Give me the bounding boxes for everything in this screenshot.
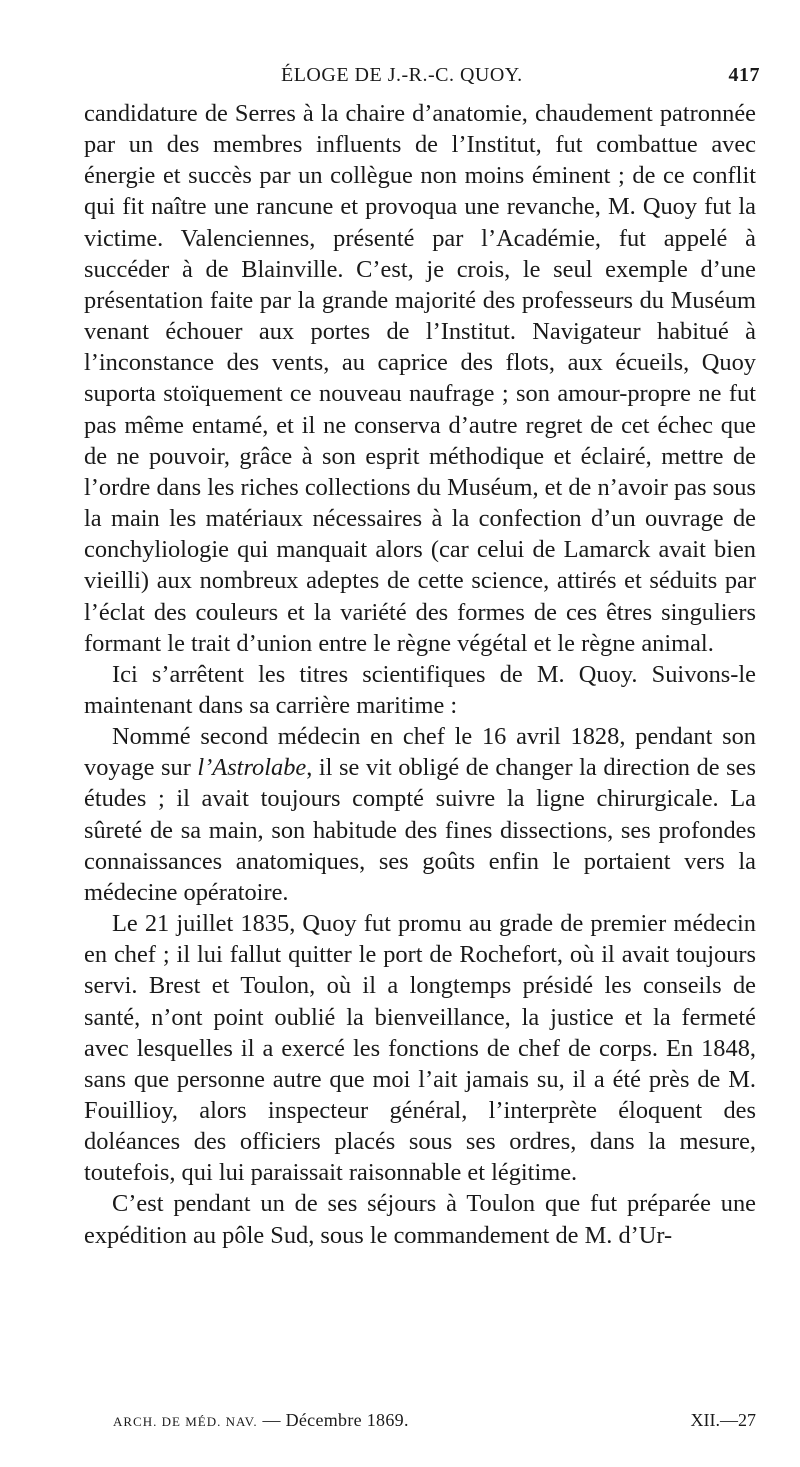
paragraph-text: , il se vit obligé de changer la direction de ses études ; il avait toujours compté suivre la ligne chirurgicale. La sûreté de sa main, son habitude des fines dissections, ses profondes connaissances anatomiques, ses goûts enfin le portaient vers la médecine opératoire. — [84, 754, 756, 906]
page-number: 417 — [728, 64, 760, 86]
body-text — [84, 98, 756, 1251]
ship-name: l’Astrolabe — [197, 754, 307, 782]
page-footer — [113, 1410, 756, 1438]
paragraph: Le 21 juillet 1835, Quoy fut promu au grade de premier médecin en chef ; il lui fallut quitter le port de Rochefort, où il avait toujours servi. Brest et Toulon, où il a longtemps présidé les conseils de santé, n’ont point oublié la bienveillance, la justice et la fermeté avec lesquelles il a exercé les fonctions de chef de corps. En 1848, sans que personne autre que moi l’ait jamais su, il a été près de M. Fouillioy, alors inspecteur général, l’interprète éloquent des doléances des officiers placés sous ses ordres, dans la mesure, toutefois, qui lui paraissait raisonnable et légitime. — [84, 910, 756, 1187]
volume-signature: XII.—27 — [690, 1410, 756, 1430]
paragraph-continuation: candidature de Serres à la chaire d’anatomie, chaudement patronnée par un des membres influents de l’Institut, fut combattue avec énergie et succès par un collègue non moins éminent ; de ce conflit qui fit naître une rancune et provoqua une revanche, M. Quoy fut la victime. Valenciennes, présenté par l’Académie, fut appelé à succéder à de Blainville. C’est, je crois, le seul exemple d’une présentation faite par la grande majorité des professeurs du Muséum venant échouer aux portes de l’Institut. Navigateur habitué à l’inconstance des vents, au caprice des flots, aux écueils, Quoy suporta stoïquement ce nouveau naufrage ; son amour-propre ne fut pas même entamé, et il ne conserva d’autre regret de cet échec que de ne pouvoir, grâce à son esprit méthodique et éclairé, mettre de l’ordre dans les riches collections du Muséum, et de n’avoir pas sous la main les matériaux nécessaires à la confection d’un ouvrage de conchyliologie qui manquait alors (car celui de Lamarck avait bien vieilli) aux nombreux adeptes de cette science, attirés et séduits par l’éclat des couleurs et la variété des formes de ces êtres singuliers formant le trait d’union entre le règne végétal et le règne animal. — [84, 100, 756, 657]
running-header — [111, 64, 760, 94]
paragraph-text: Nommé second médecin en chef le 16 avril 1828, pendant son voyage sur — [84, 723, 756, 782]
footer-citation — [113, 1410, 409, 1431]
running-title: ÉLOGE DE J.-R.-C. QUOY. — [281, 64, 523, 86]
footer-separator: — — [262, 1410, 281, 1430]
paragraph: Ici s’arrêtent les titres scientifiques de M. Quoy. Suivons-le maintenant dans sa carrière maritime : — [84, 660, 756, 719]
paragraph: C’est pendant un de ses séjours à Toulon que fut préparée une expédition au pôle Sud, sous le commandement de M. d’Ur- — [84, 1190, 756, 1249]
issue-date: Décembre 1869. — [285, 1410, 409, 1430]
journal-abbreviation: ARCH. DE MÉD. NAV. — [113, 1414, 258, 1429]
paragraph — [84, 721, 756, 908]
